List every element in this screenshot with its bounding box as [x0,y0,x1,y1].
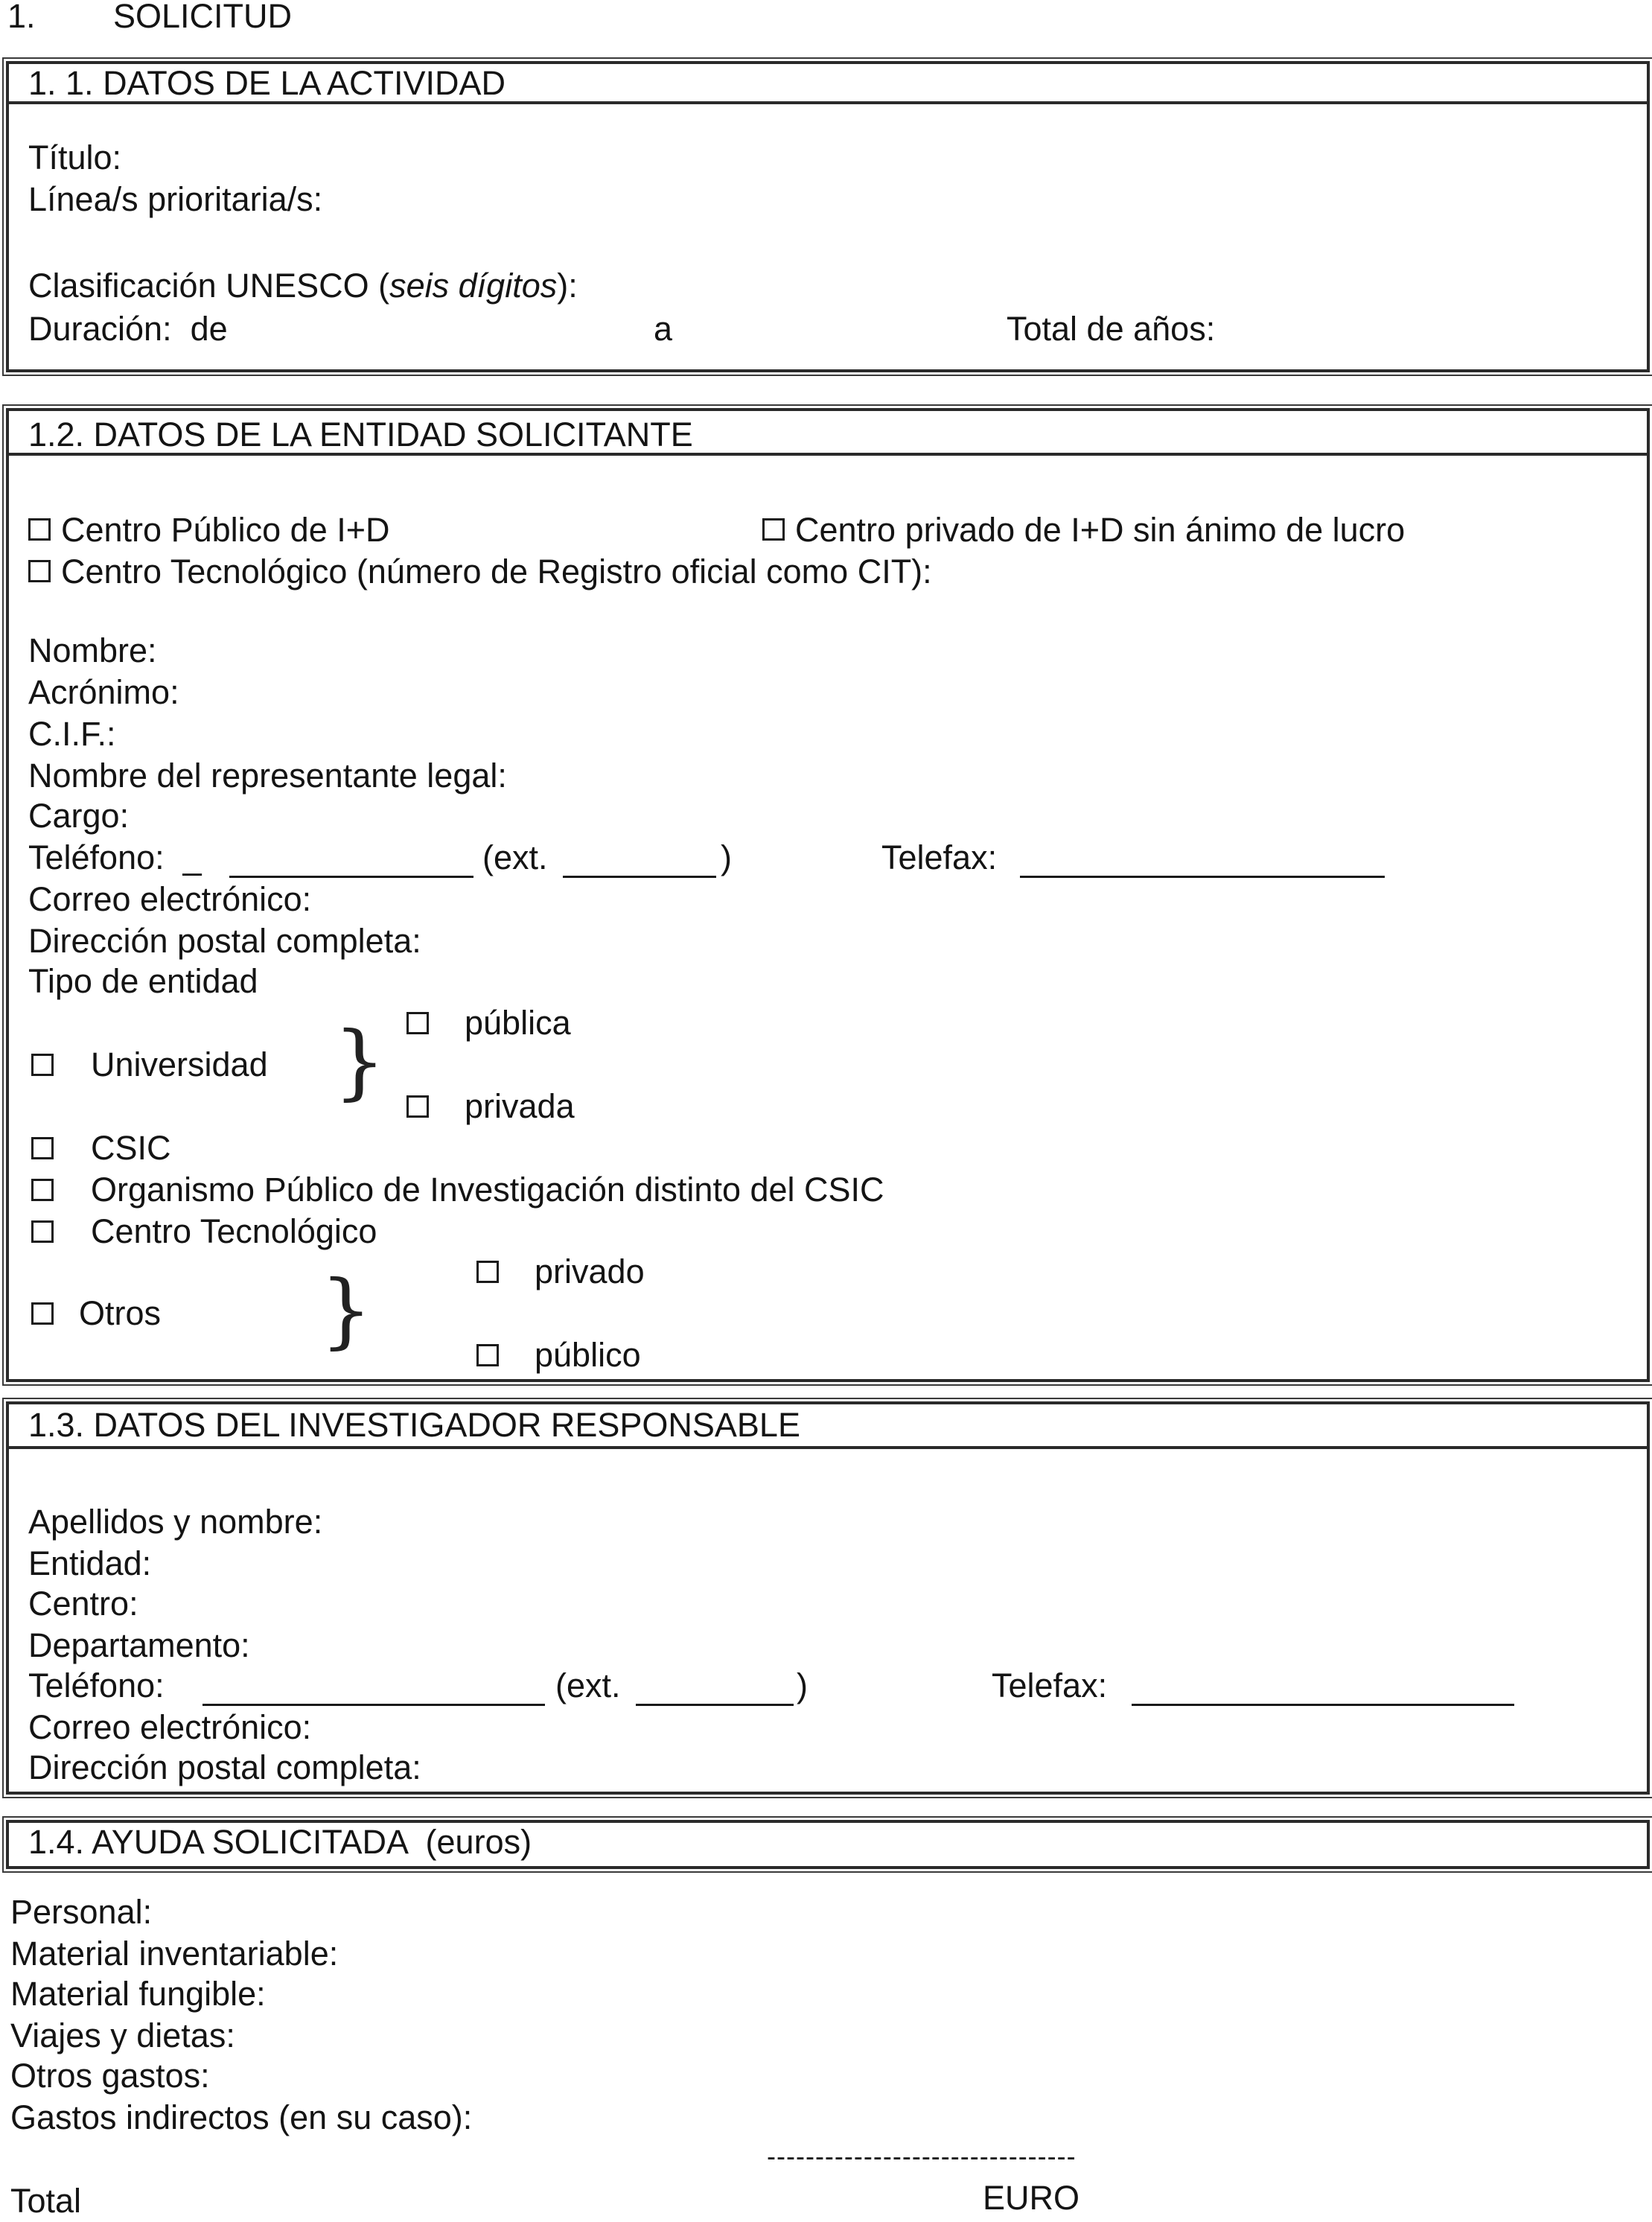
centro-publico-label: Centro Público de I+D [61,511,390,549]
gastos-indirectos-label: Gastos indirectos (en su caso): [10,2098,473,2136]
unesco-label: Clasificación UNESCO (seis dígitos): [28,267,578,305]
duracion-label: Duración: de [28,310,228,348]
universidad-checkbox[interactable] [31,1054,54,1076]
ext-field[interactable] [563,876,716,878]
ext-label: (ext. [482,838,548,876]
departamento-label: Departamento: [28,1626,250,1664]
otros-gastos-label: Otros gastos: [10,2057,210,2095]
total-separator: -------------------------------- [767,2141,1077,2171]
privado-checkbox[interactable] [476,1261,499,1283]
ext-close: ) [721,838,732,876]
centro-tecnologico-cit-label: Centro Tecnológico (número de Registro oficial como CIT): [61,553,932,590]
csic-label: CSIC [91,1129,171,1167]
privada-label: privada [465,1087,575,1125]
publico-label: público [535,1336,641,1374]
section-1-2-title: 1.2. DATOS DE LA ENTIDAD SOLICITANTE [28,416,693,453]
acronimo-label: Acrónimo: [28,673,179,711]
personal-label: Personal: [10,1893,153,1931]
investigador-ext-field[interactable] [636,1704,794,1706]
opi-checkbox[interactable] [31,1179,54,1201]
lineas-prioritarias-label: Línea/s prioritaria/s: [28,180,323,218]
investigador-ext-label: (ext. [555,1666,621,1704]
investigador-telefono-label: Teléfono: [28,1666,165,1704]
otros-label: Otros [79,1294,162,1332]
centro-publico-checkbox[interactable] [28,518,51,541]
representante-label: Nombre del representante legal: [28,757,507,795]
investigador-correo-label: Correo electrónico: [28,1708,312,1746]
material-inventariable-label: Material inventariable: [10,1935,339,1973]
entidad-label: Entidad: [28,1544,152,1582]
centro-label: Centro: [28,1585,138,1623]
total-anios-label: Total de años: [1007,310,1216,348]
section-1-3-title: 1.3. DATOS DEL INVESTIGADOR RESPONSABLE [28,1406,800,1444]
cif-label: C.I.F.: [28,715,116,753]
csic-checkbox[interactable] [31,1137,54,1159]
opi-label: Organismo Público de Investigación distinto del CSIC [91,1171,884,1209]
universidad-label: Universidad [91,1045,268,1083]
titulo-label: Título: [28,139,122,176]
centro-tecnologico-cit-checkbox[interactable] [28,560,51,582]
apellidos-label: Apellidos y nombre: [28,1503,323,1541]
investigador-telefax-label: Telefax: [992,1666,1108,1704]
euro-label: EURO [983,2179,1080,2217]
universidad-brace: } [334,1013,386,1109]
viajes-dietas-label: Viajes y dietas: [10,2016,235,2054]
section-number: 1. [7,0,36,35]
investigador-telefax-field[interactable] [1132,1704,1514,1706]
page-title: SOLICITUD [113,0,293,35]
privada-checkbox[interactable] [406,1095,429,1118]
material-fungible-label: Material fungible: [10,1975,266,2013]
telefax-label: Telefax: [881,838,998,876]
tipo-entidad-label: Tipo de entidad [28,962,258,1000]
publica-checkbox[interactable] [406,1012,429,1034]
total-label: Total [10,2182,82,2220]
investigador-direccion-label: Dirección postal completa: [28,1748,421,1786]
privado-label: privado [535,1252,645,1290]
section-1-4-title: 1.4. AYUDA SOLICITADA (euros) [28,1823,532,1861]
telefono-field[interactable] [229,876,473,878]
centro-privado-checkbox[interactable] [762,518,785,541]
nombre-label: Nombre: [28,631,157,669]
cargo-label: Cargo: [28,797,130,835]
telefono-label: Teléfono: _ [28,838,202,876]
centro-privado-label: Centro privado de I+D sin ánimo de lucro [795,511,1406,549]
publica-label: pública [465,1004,571,1042]
publico-checkbox[interactable] [476,1344,499,1366]
centro-tecnologico-cit-option[interactable] [28,551,932,593]
direccion-label: Dirección postal completa: [28,922,421,960]
investigador-ext-close: ) [797,1666,808,1704]
centro-tecnologico-checkbox[interactable] [31,1220,54,1243]
otros-checkbox[interactable] [31,1302,54,1325]
investigador-telefono-field[interactable] [202,1704,545,1706]
section-1-1-title: 1. 1. DATOS DE LA ACTIVIDAD [28,64,506,102]
duracion-a-label: a [654,310,673,348]
centro-publico-option[interactable] [28,509,390,551]
otros-brace: } [320,1262,372,1357]
centro-tecnologico-label: Centro Tecnológico [91,1212,377,1250]
telefax-field[interactable] [1020,876,1385,878]
centro-privado-option[interactable] [762,509,1405,551]
correo-label: Correo electrónico: [28,880,312,918]
